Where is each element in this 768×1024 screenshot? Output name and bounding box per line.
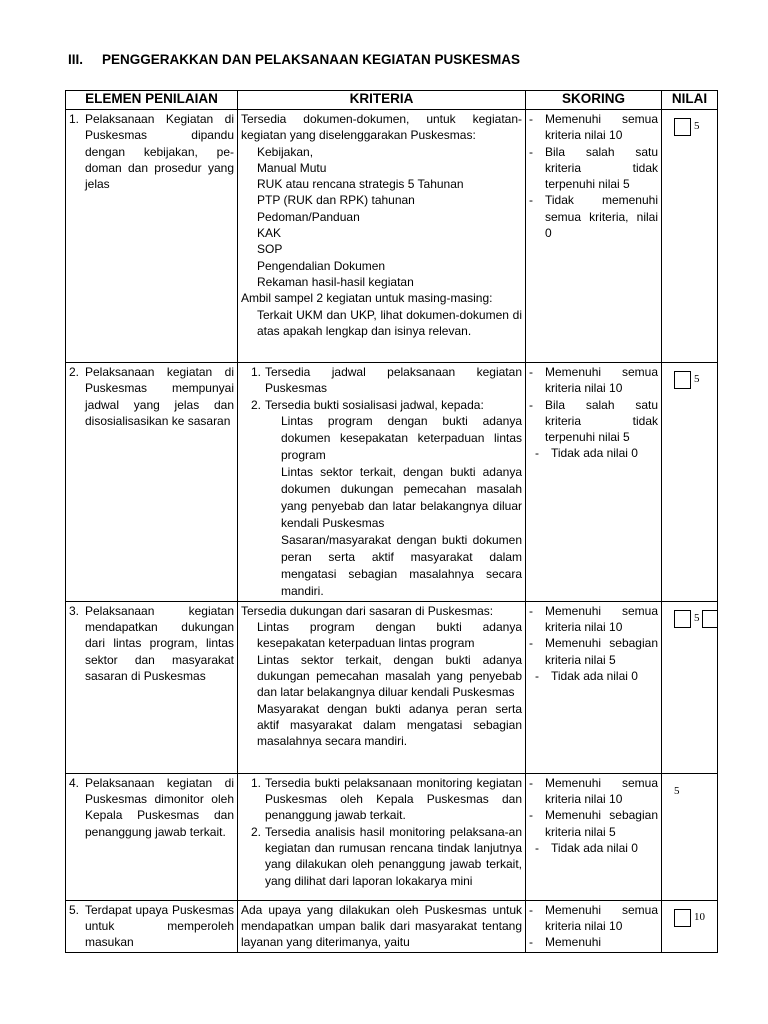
elemen-cell bbox=[66, 900, 238, 952]
bullet-icon bbox=[241, 241, 257, 257]
kriteria-item: Tersedia bukti sosialisasi jadwal, kepada: bbox=[265, 397, 484, 412]
kriteria-item: Tersedia jadwal pelaksanaan kegiatan Puskesmas bbox=[265, 365, 522, 396]
item-number: 1. bbox=[250, 775, 261, 790]
nilai-cell bbox=[662, 363, 718, 602]
item-number: 1. bbox=[250, 365, 261, 379]
skoring-item: Memenuhi sebagian kriteria nilai 5 bbox=[545, 808, 658, 839]
skoring-cell bbox=[526, 601, 662, 773]
section-title: PENGGERAKKAN DAN PELAKSANAAN KEGIATAN PUSKESMAS bbox=[102, 52, 521, 67]
skoring-item: Memenuhi semua kriteria nilai 10 bbox=[545, 775, 658, 807]
nilai-value: 5 bbox=[694, 373, 700, 385]
elemen-text: Terdapat upaya Puskesmas untuk memperoleh masukan bbox=[85, 902, 234, 950]
dash: - bbox=[529, 365, 533, 379]
kriteria-item: PTP (RUK dan RPK) tahunan bbox=[257, 193, 415, 208]
skoring-item: Memenuhi semua kriteria nilai 10 bbox=[545, 112, 658, 143]
bullet-icon bbox=[265, 413, 281, 464]
skoring-item: Tidak ada nilai 0 bbox=[551, 446, 638, 461]
elemen-cell bbox=[66, 601, 238, 773]
skoring-item: Bila salah satu kriteria tidak terpenuhi nilai 5 bbox=[545, 144, 658, 192]
kriteria-item: Rekaman hasil-hasil kegiatan bbox=[257, 274, 414, 289]
nilai-cell bbox=[662, 900, 718, 952]
kriteria-cell bbox=[238, 601, 526, 773]
bullet-icon bbox=[241, 701, 257, 750]
checkbox-icon[interactable] bbox=[674, 909, 691, 927]
row-number: 2. bbox=[69, 365, 80, 379]
header-kriteria: KRITERIA bbox=[238, 91, 526, 110]
elemen-cell bbox=[66, 363, 238, 602]
nilai-value: 5 bbox=[674, 784, 680, 797]
skoring-cell bbox=[526, 773, 662, 900]
table-row bbox=[66, 601, 718, 773]
header-elemen: ELEMEN PENILAIAN bbox=[66, 91, 238, 110]
dash: - bbox=[529, 775, 533, 790]
nilai-cell bbox=[662, 773, 718, 900]
kriteria-item: Tersedia analisis hasil monitoring pelaksana-an kegiatan dan rumusan rencana tindak lanjutnya yang dilakukan oleh penanggung jawab terkait, yang dilihat dari laporan lokakarya mini bbox=[265, 824, 522, 888]
nilai-value: 5 bbox=[694, 120, 700, 132]
checkbox-icon[interactable] bbox=[702, 610, 718, 628]
dash: - bbox=[529, 808, 533, 823]
kriteria-item: Lintas program dengan bukti adanya kesepakatan keterpaduan lintas program bbox=[257, 620, 522, 651]
dash: - bbox=[529, 112, 533, 126]
kriteria-item: KAK bbox=[257, 226, 282, 241]
kriteria-intro: Tersedia dokumen-dokumen, untuk kegiatan-kegiatan yang diselenggarakan Puskesmas: bbox=[241, 112, 522, 143]
kriteria-item: RUK atau rencana strategis 5 Tahunan bbox=[257, 177, 464, 192]
kriteria-cell bbox=[238, 900, 526, 952]
skoring-cell bbox=[526, 900, 662, 952]
kriteria-mid: Ambil sampel 2 kegiatan untuk masing-masing: bbox=[241, 291, 493, 306]
elemen-cell bbox=[66, 110, 238, 363]
kriteria-item: Manual Mutu bbox=[257, 160, 327, 175]
item-number: 2. bbox=[250, 824, 261, 839]
bullet-icon bbox=[241, 258, 257, 274]
dash: - bbox=[529, 193, 533, 208]
table-row bbox=[66, 900, 718, 952]
dash: - bbox=[529, 397, 533, 412]
dash: - bbox=[529, 935, 533, 950]
skoring-item: Tidak memenuhi semua kriteria, nilai 0 bbox=[545, 193, 658, 241]
skoring-item: Memenuhi semua kriteria nilai 10 bbox=[545, 603, 658, 635]
nilai-value: 10 bbox=[694, 910, 705, 923]
kriteria-item: SOP bbox=[257, 242, 283, 257]
bullet-icon bbox=[241, 176, 257, 192]
skoring-cell bbox=[526, 110, 662, 363]
nilai-value: 5 bbox=[694, 611, 700, 624]
skoring-item: Memenuhi sebagian kriteria nilai 5 bbox=[545, 636, 658, 667]
nilai-cell bbox=[662, 601, 718, 773]
kriteria-intro: Tersedia dukungan dari sasaran di Puskesmas: bbox=[241, 603, 494, 618]
dash: - bbox=[535, 669, 539, 684]
kriteria-item: Tersedia bukti pelaksanaan monitoring kegiatan Puskesmas oleh Kepala Puskesmas dan penanggung jawab terkait. bbox=[265, 775, 522, 823]
skoring-item: Bila salah satu kriteria tidak terpenuhi nilai 5 bbox=[545, 397, 658, 445]
header-nilai: NILAI bbox=[662, 91, 718, 110]
elemen-cell bbox=[66, 773, 238, 900]
elemen-text: Pelaksanaan kegiatan di Puskesmas mempunyai jadwal yang jelas dan disosialisasikan ke sasaran bbox=[85, 365, 234, 428]
dash: - bbox=[529, 636, 533, 651]
table-row bbox=[66, 110, 718, 363]
elemen-text: Pelaksanaan kegiatan di Puskesmas dimonitor oleh Kepala Puskesmas dan penanggung jawab terkait. bbox=[85, 775, 234, 839]
kriteria-item: Pedoman/Panduan bbox=[257, 209, 360, 224]
dash: - bbox=[535, 446, 539, 461]
nilai-cell bbox=[662, 110, 718, 363]
kriteria-subitem: Sasaran/masyarakat dengan bukti dokumen peran serta aktif masyarakat dalam mengatasi sebagian masalahnya secara mandiri. bbox=[281, 532, 522, 598]
kriteria-item: Masyarakat dengan bukti adanya peran serta aktif masyarakat dalam mengatasi sebagian masalahnya secara mandiri. bbox=[257, 701, 522, 749]
bullet-icon bbox=[241, 144, 257, 160]
bullet-icon bbox=[265, 532, 281, 600]
bullet-icon bbox=[241, 209, 257, 225]
bullet-icon bbox=[241, 192, 257, 208]
bullet-icon bbox=[241, 225, 257, 241]
dash: - bbox=[529, 144, 533, 159]
kriteria-cell bbox=[238, 363, 526, 602]
bullet-icon bbox=[241, 652, 257, 701]
bullet-icon bbox=[241, 160, 257, 176]
skoring-item: Memenuhi bbox=[545, 935, 602, 950]
table-row bbox=[66, 363, 718, 602]
bullet-icon bbox=[265, 464, 281, 532]
skoring-item: Memenuhi semua kriteria nilai 10 bbox=[545, 365, 658, 396]
elemen-text: Pelaksanaan Kegiatan di Puskesmas dipandu dengan kebijakan, pe-doman dan prosedur yang jelas bbox=[85, 112, 234, 192]
skoring-item: Tidak ada nilai 0 bbox=[551, 841, 638, 856]
dash: - bbox=[529, 603, 533, 618]
bullet-icon bbox=[241, 307, 257, 340]
section-heading bbox=[68, 52, 520, 67]
header-skoring: SKORING bbox=[526, 91, 662, 110]
kriteria-item: Kebijakan, bbox=[257, 144, 314, 159]
kriteria-cell bbox=[238, 110, 526, 363]
skoring-item: Tidak ada nilai 0 bbox=[551, 669, 638, 684]
row-number: 3. bbox=[69, 603, 80, 618]
section-number: III. bbox=[68, 52, 84, 67]
kriteria-subitem: Lintas program dengan bukti adanya dokumen kesepakatan keterpaduan lintas program bbox=[281, 413, 522, 462]
dash: - bbox=[535, 841, 539, 856]
checkbox-icon[interactable] bbox=[674, 610, 691, 628]
kriteria-cell bbox=[238, 773, 526, 900]
kriteria-item: Lintas sektor terkait, dengan bukti adanya dukungan pemecahan masalah yang penyebab dan latar belakangnya diluar kendali Puskesmas bbox=[257, 652, 522, 700]
elemen-text: Pelaksanaan kegiatan mendapatkan dukungan dari lintas program, lintas sektor dan masyarakat sasaran di Puskesmas bbox=[85, 603, 234, 684]
dash: - bbox=[529, 902, 533, 917]
row-number: 5. bbox=[69, 902, 80, 917]
bullet-icon bbox=[241, 619, 257, 652]
bullet-icon bbox=[241, 274, 257, 290]
skoring-item: Memenuhi semua kriteria nilai 10 bbox=[545, 902, 658, 934]
skoring-cell bbox=[526, 363, 662, 602]
item-number: 2. bbox=[250, 397, 261, 412]
kriteria-item: Terkait UKM dan UKP, lihat dokumen-dokumen di atas apakah lengkap dan isinya relevan. bbox=[257, 307, 522, 338]
table-header-row bbox=[66, 91, 718, 110]
checkbox-icon[interactable] bbox=[674, 118, 691, 136]
kriteria-subitem: Lintas sektor terkait, dengan bukti adanya dokumen dukungan pemecahan masalah yang penyebab dan latar belakangnya diluar kendali Puskesmas bbox=[281, 464, 522, 530]
checkbox-icon[interactable] bbox=[674, 371, 691, 389]
row-number: 4. bbox=[69, 775, 80, 790]
assessment-table bbox=[65, 90, 718, 953]
kriteria-intro: Ada upaya yang dilakukan oleh Puskesmas untuk mendapatkan umpan balik dari masyarakat tentang layanan yang diterimanya, yaitu bbox=[241, 902, 522, 950]
row-number: 1. bbox=[69, 112, 80, 126]
table-row bbox=[66, 773, 718, 900]
kriteria-item: Pengendalian Dokumen bbox=[257, 258, 386, 273]
